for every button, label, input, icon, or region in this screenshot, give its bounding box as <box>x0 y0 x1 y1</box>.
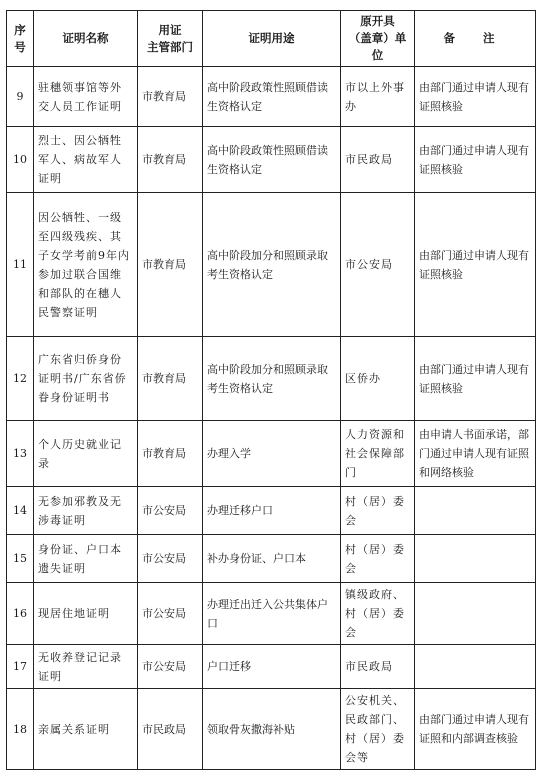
cell-use: 办理迁移户口 <box>203 487 341 535</box>
cell-use: 高中阶段加分和照顾录取考生资格认定 <box>203 193 341 337</box>
header-issuer-line2: （盖章）单位 <box>348 31 407 62</box>
cell-no: 10 <box>7 127 34 193</box>
header-name: 证明名称 <box>34 11 138 67</box>
cell-issuer: 区侨办 <box>341 337 415 421</box>
cell-dept: 市教育局 <box>138 127 203 193</box>
header-dept-line1: 用证 <box>158 22 182 37</box>
cell-no: 9 <box>7 67 34 127</box>
cell-issuer: 公安机关、民政部门、村（居）委会等 <box>341 689 415 770</box>
cell-name: 因公牺牲、一级至四级残疾、其子女学考前9年内参加过联合国维和部队的在穗人民警察证明 <box>34 193 138 337</box>
cell-dept: 市公安局 <box>138 487 203 535</box>
cell-issuer: 市公安局 <box>341 193 415 337</box>
cell-issuer: 村（居）委会 <box>341 487 415 535</box>
table-row <box>7 421 536 487</box>
header-issuer-line1: 原开具 <box>360 14 395 28</box>
cell-issuer: 人力资源和社会保障部门 <box>341 421 415 487</box>
cell-dept: 市教育局 <box>138 67 203 127</box>
cell-dept: 市教育局 <box>138 337 203 421</box>
cell-name: 亲属关系证明 <box>34 689 138 770</box>
cell-dept: 市公安局 <box>138 535 203 583</box>
cell-name: 无收养登记记录证明 <box>34 645 138 689</box>
cell-name: 身份证、户口本遗失证明 <box>34 535 138 583</box>
table-row <box>7 193 536 337</box>
cell-remark <box>415 487 536 535</box>
certificate-table <box>6 10 536 770</box>
cell-dept: 市公安局 <box>138 645 203 689</box>
cell-issuer: 镇级政府、村（居）委会 <box>341 583 415 645</box>
cell-use: 高中阶段政策性照顾借读生资格认定 <box>203 127 341 193</box>
cell-name: 现居住地证明 <box>34 583 138 645</box>
table-row <box>7 689 536 770</box>
cell-no: 16 <box>7 583 34 645</box>
cell-name: 驻穗领事馆等外交人员工作证明 <box>34 67 138 127</box>
cell-use: 补办身份证、户口本 <box>203 535 341 583</box>
cell-no: 15 <box>7 535 34 583</box>
cell-issuer: 市民政局 <box>341 127 415 193</box>
cell-dept: 市教育局 <box>138 421 203 487</box>
header-no: 序号 <box>7 11 34 67</box>
cell-no: 13 <box>7 421 34 487</box>
cell-remark: 由部门通过申请人现有证照核验 <box>415 127 536 193</box>
cell-remark <box>415 645 536 689</box>
cell-name: 个人历史就业记录 <box>34 421 138 487</box>
header-use: 证明用途 <box>203 11 341 67</box>
cell-use: 高中阶段政策性照顾借读生资格认定 <box>203 67 341 127</box>
cell-remark <box>415 535 536 583</box>
cell-remark: 由部门通过申请人现有证照核验 <box>415 193 536 337</box>
cell-no: 18 <box>7 689 34 770</box>
cell-use: 办理入学 <box>203 421 341 487</box>
cell-remark <box>415 583 536 645</box>
cell-no: 12 <box>7 337 34 421</box>
cell-name: 烈士、因公牺牲军人、病故军人证明 <box>34 127 138 193</box>
cell-name: 无参加邪教及无涉毒证明 <box>34 487 138 535</box>
cell-no: 17 <box>7 645 34 689</box>
cell-dept: 市民政局 <box>138 689 203 770</box>
cell-use: 户口迁移 <box>203 645 341 689</box>
cell-name: 广东省归侨身份证明书/广东省侨眷身份证明书 <box>34 337 138 421</box>
cell-dept: 市公安局 <box>138 583 203 645</box>
cell-issuer: 市以上外事办 <box>341 67 415 127</box>
table-row <box>7 127 536 193</box>
cell-remark: 由部门通过申请人现有证照和内部调查核验 <box>415 689 536 770</box>
header-dept-line2: 主管部门 <box>147 39 193 54</box>
table-row <box>7 487 536 535</box>
table-row <box>7 645 536 689</box>
cell-use: 高中阶段加分和照顾录取考生资格认定 <box>203 337 341 421</box>
table-row <box>7 583 536 645</box>
cell-use: 办理迁出迁入公共集体户口 <box>203 583 341 645</box>
table-row <box>7 337 536 421</box>
cell-remark: 由申请人书面承诺，部门通过申请人现有证照和网络核验 <box>415 421 536 487</box>
cell-issuer: 市民政局 <box>341 645 415 689</box>
cell-dept: 市教育局 <box>138 193 203 337</box>
header-dept <box>138 11 203 67</box>
table-header-row <box>7 11 536 67</box>
cell-use: 领取骨灰撒海补贴 <box>203 689 341 770</box>
header-remark <box>415 11 536 67</box>
cell-remark: 由部门通过申请人现有证照核验 <box>415 337 536 421</box>
cell-no: 11 <box>7 193 34 337</box>
cell-issuer: 村（居）委会 <box>341 535 415 583</box>
cell-remark: 由部门通过申请人现有证照核验 <box>415 67 536 127</box>
table-row <box>7 535 536 583</box>
header-remark-label: 备 注 <box>443 31 507 45</box>
table-row <box>7 67 536 127</box>
cell-no: 14 <box>7 487 34 535</box>
header-issuer <box>341 11 415 67</box>
